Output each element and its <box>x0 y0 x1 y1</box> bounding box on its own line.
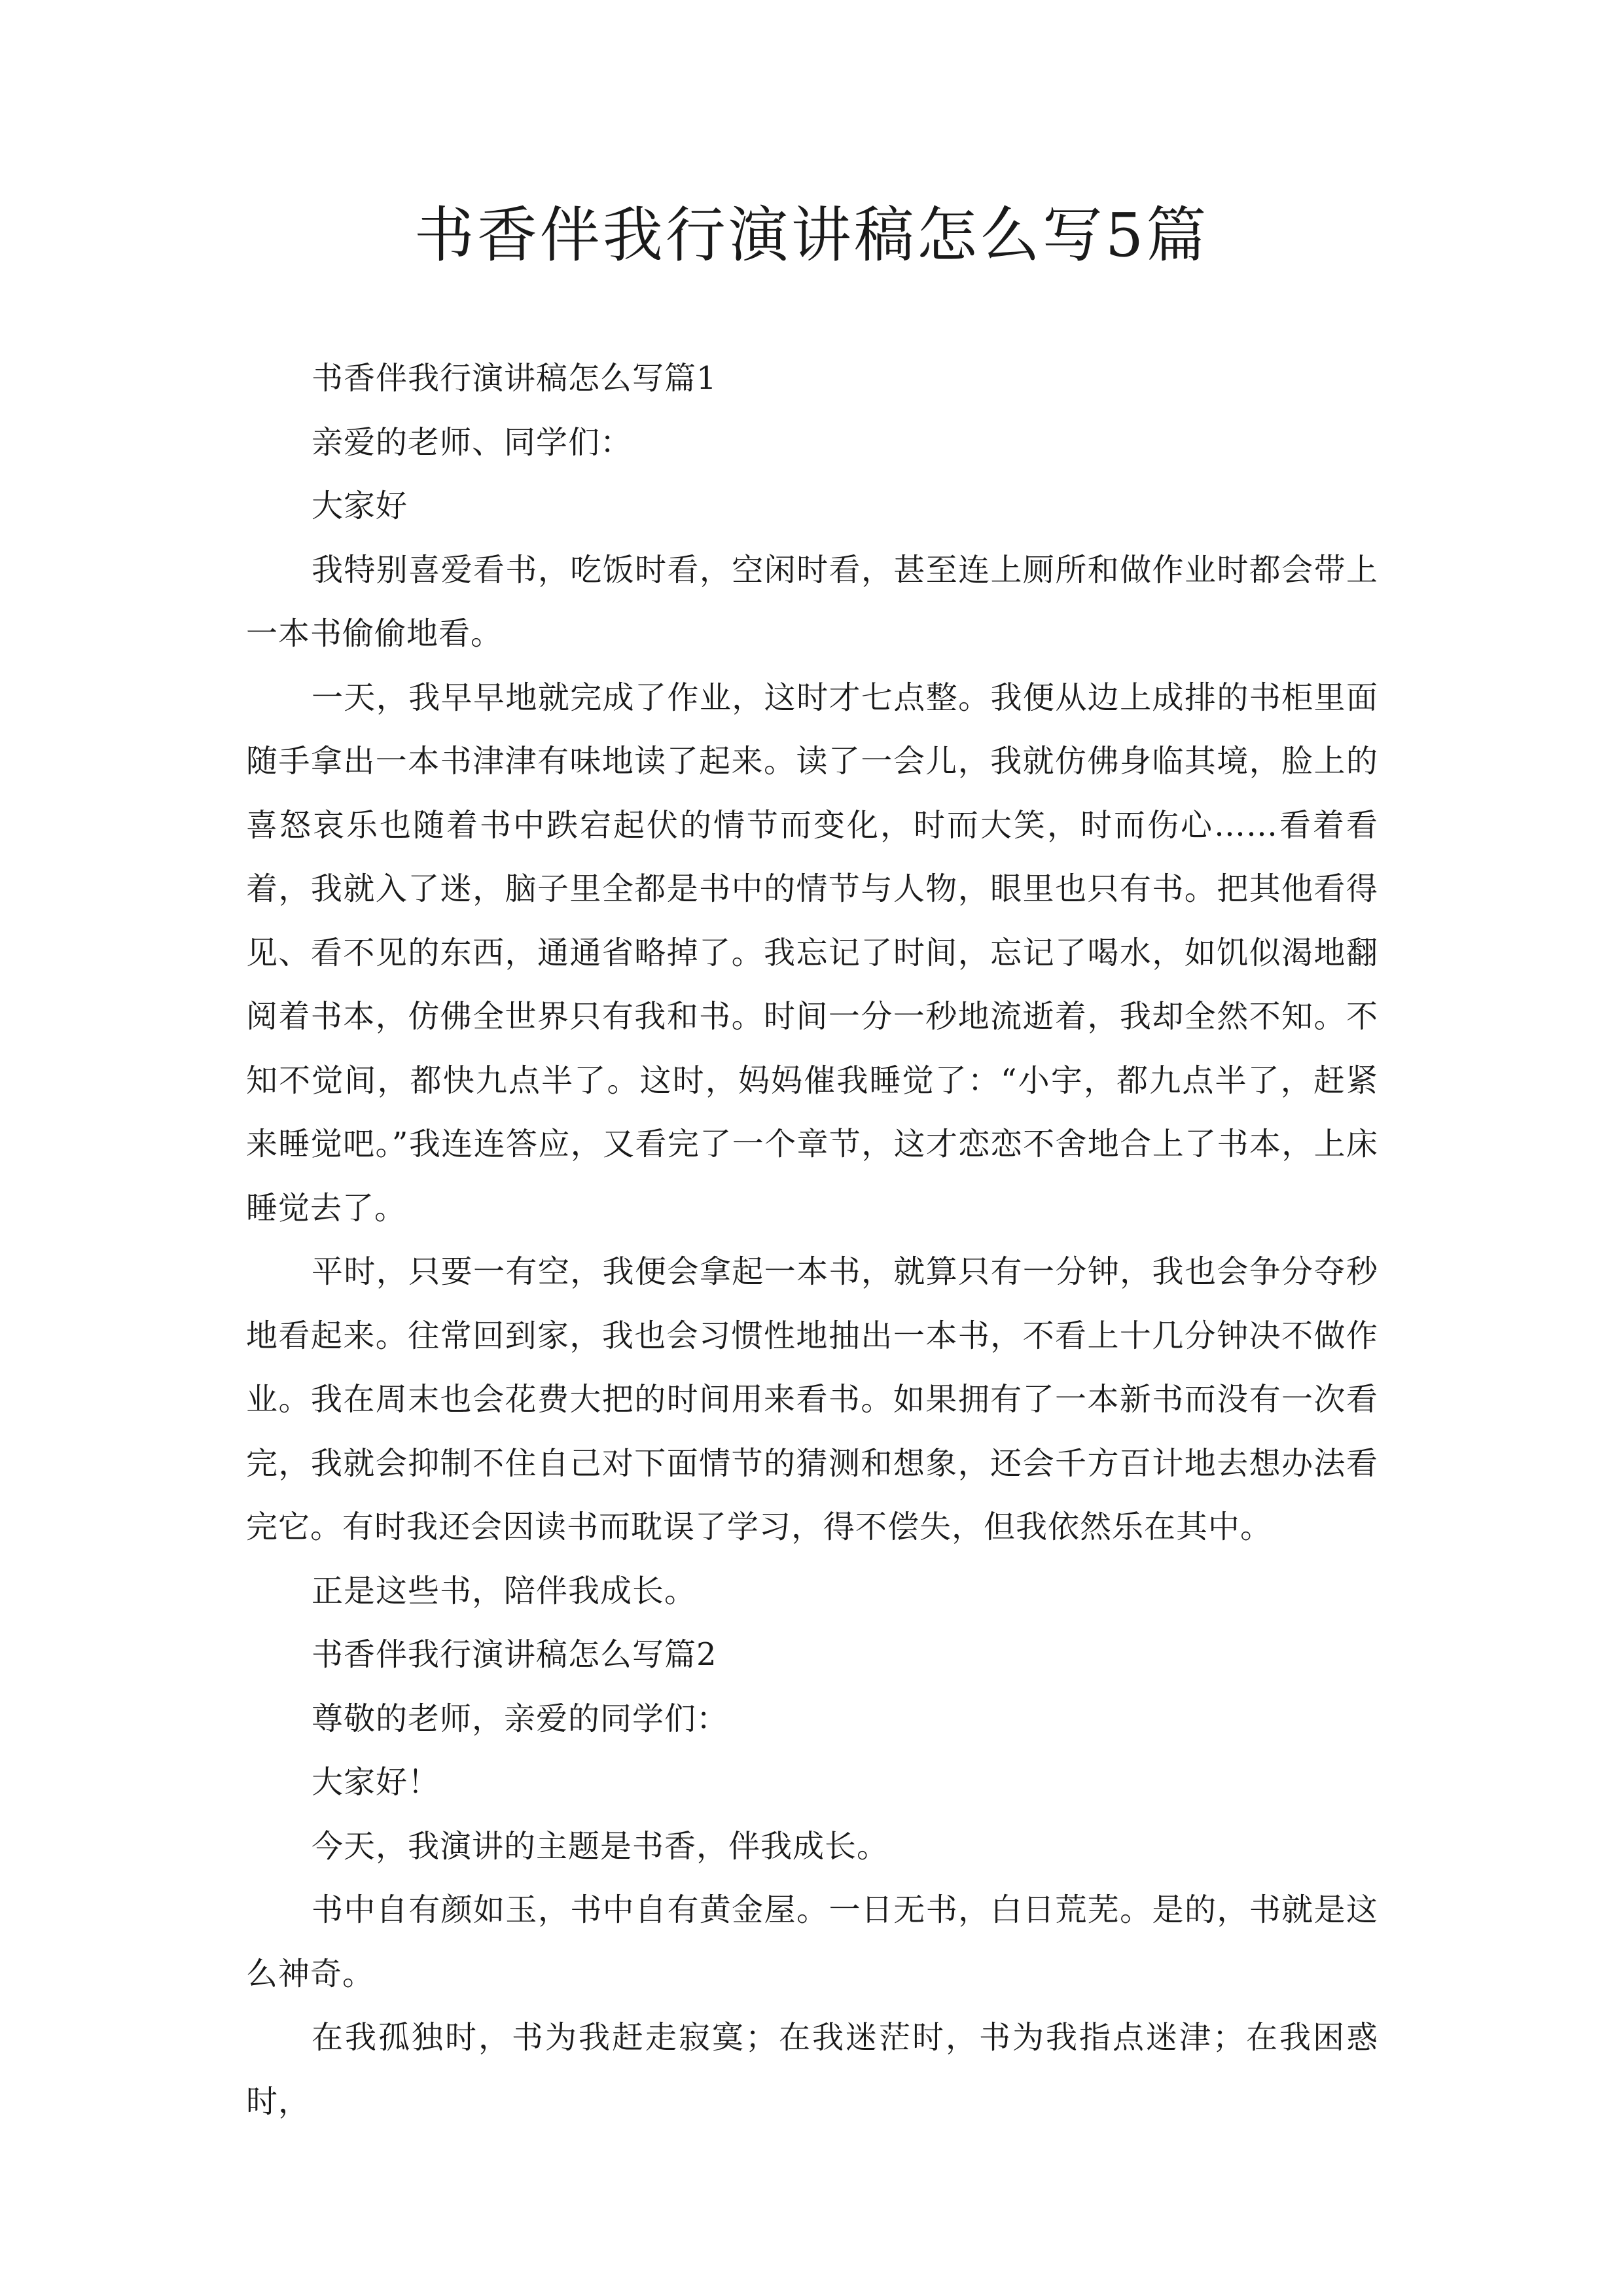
paragraph: 书中自有颜如玉，书中自有黄金屋。一日无书，白日荒芜。是的，书就是这么神奇。 <box>246 1892 1378 1992</box>
salutation: 尊敬的老师，亲爱的同学们： <box>312 1700 729 1737</box>
document-title: 书香伴我行演讲稿怎么写5篇 <box>414 200 1209 270</box>
document-body <box>246 347 1378 2134</box>
paragraph: 正是这些书，陪伴我成长。 <box>312 1572 697 1609</box>
section-heading-2: 书香伴我行演讲稿怎么写篇2 <box>312 1636 717 1673</box>
greeting: 大家好 <box>312 488 408 524</box>
paragraph: 平时，只要一有空，我便会拿起一本书，就算只有一分钟，我也会争分夺秒地看起来。往常回到家，我也会习惯性地抽出一本书，不看上十几分钟决不做作业。我在周末也会花费大把的时间用来看书。如果拥有了一本新书而没有一次看完，我就会抑制不住自己对下面情节的猜测和想象，还会千方百计地去想办法看完它。有时我还会因读书而耽误了学习，得不偿失，但我依然乐在其中。 <box>246 1253 1378 1545</box>
greeting: 大家好！ <box>312 1764 440 1801</box>
paragraph: 在我孤独时，书为我赶走寂寞；在我迷茫时，书为我指点迷津；在我困惑时， <box>246 2019 1378 2120</box>
paragraph: 今天，我演讲的主题是书香，伴我成长。 <box>312 1827 889 1865</box>
section-heading-1: 书香伴我行演讲稿怎么写篇1 <box>312 360 717 397</box>
paragraph: 一天，我早早地就完成了作业，这时才七点整。我便从边上成排的书柜里面随手拿出一本书津津有味地读了起来。读了一会儿，我就仿佛身临其境，脸上的喜怒哀乐也随着书中跌宕起伏的情节而变化，时而大笑，时而伤心……看着看着，我就入了迷，脑子里全都是书中的情节与人物，眼里也只有书。把其他看得见、看不见的东西，通通省略掉了。我忘记了时间，忘记了喝水，如饥似渴地翻阅着书本，仿佛全世界只有我和书。时间一分一秒地流逝着，我却全然不知。不知不觉间，都快九点半了。这时，妈妈催我睡觉了：“小宇，都九点半了，赶紧来睡觉吧。”我连连答应，又看完了一个章节，这才恋恋不舍地合上了书本，上床睡觉去了。 <box>246 679 1378 1227</box>
paragraph: 我特别喜爱看书，吃饭时看，空闲时看，甚至连上厕所和做作业时都会带上一本书偷偷地看。 <box>246 551 1378 652</box>
salutation: 亲爱的老师、同学们： <box>312 423 633 461</box>
